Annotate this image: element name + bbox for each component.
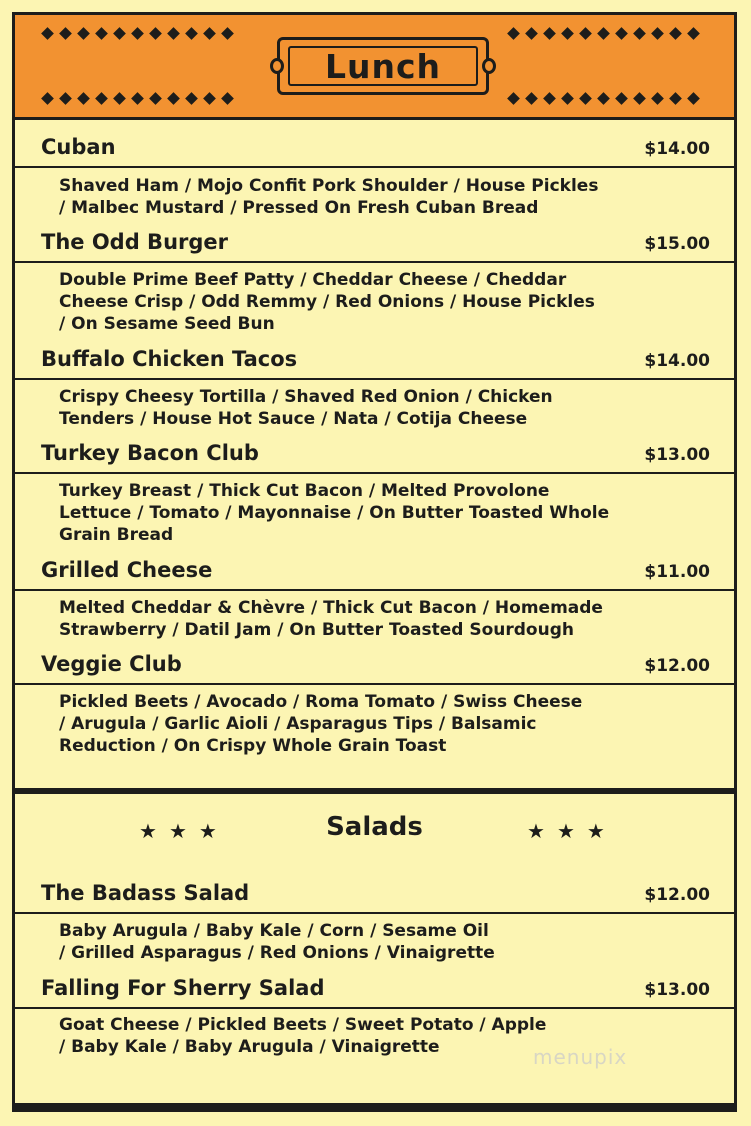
diamond-icon [633,92,646,105]
item-price: $13.00 [644,445,710,465]
menu-item-grilled-cheese [15,557,734,591]
item-name: The Badass Salad [41,881,250,905]
item-description [59,175,669,219]
menu-item-turkey-bacon-club [15,440,734,474]
diamond-icon [203,92,216,105]
diamond-icon [669,92,682,105]
plaque-scroll-right [482,58,496,74]
diamond-icon [95,27,108,40]
diamond-icon [651,92,664,105]
item-price: $13.00 [644,980,710,1000]
star-icon: ★ [527,819,557,843]
diamond-icon [77,27,90,40]
diamond-row-top-right [509,29,698,38]
menu-item-odd-burger [15,229,734,263]
diamond-icon [525,27,538,40]
diamond-icon [185,92,198,105]
diamond-icon [597,92,610,105]
item-price: $11.00 [644,562,710,582]
item-description [59,920,669,964]
diamond-icon [77,92,90,105]
description-line: Double Prime Beef Patty / Cheddar Cheese / Cheddar [59,270,567,290]
menu-item-falling-for-sherry-salad [15,975,734,1009]
section-title-lunch: Lunch [324,46,442,86]
item-name: Turkey Bacon Club [41,441,259,465]
item-name: Grilled Cheese [41,558,213,582]
diamond-icon [507,27,520,40]
description-line: Pickled Beets / Avocado / Roma Tomato / Swiss Cheese [59,692,583,712]
diamond-icon [131,27,144,40]
diamond-icon [651,27,664,40]
diamond-icon [113,27,126,40]
diamond-icon [579,92,592,105]
description-line: / Baby Kale / Baby Arugula / Vinaigrette [59,1037,440,1057]
description-line: / On Sesame Seed Bun [59,314,275,334]
diamond-icon [561,27,574,40]
diamond-icon [221,92,234,105]
description-line: Lettuce / Tomato / Mayonnaise / On Butter Toasted Whole [59,503,610,523]
diamond-icon [113,92,126,105]
diamond-icon [687,92,700,105]
plaque-scroll-left [270,58,284,74]
diamond-icon [525,92,538,105]
diamond-icon [507,92,520,105]
description-line: Baby Arugula / Baby Kale / Corn / Sesame Oil [59,921,489,941]
diamond-icon [687,27,700,40]
star-ornament-right [527,819,617,843]
diamond-row-bottom-right [509,94,698,103]
diamond-icon [149,27,162,40]
diamond-icon [185,27,198,40]
star-icon: ★ [168,819,199,843]
diamond-icon [221,27,234,40]
menu-card [12,12,737,1112]
description-line: Strawberry / Datil Jam / On Butter Toasted Sourdough [59,620,574,640]
item-name: The Odd Burger [41,230,229,254]
diamond-icon [41,27,54,40]
menu-item-badass-salad [15,880,734,914]
description-line: Melted Cheddar & Chèvre / Thick Cut Bacon / Homemade [59,598,603,618]
item-price: $12.00 [644,885,710,905]
diamond-row-top-left [43,29,232,38]
description-line: / Malbec Mustard / Pressed On Fresh Cuban Bread [59,198,539,218]
diamond-icon [561,92,574,105]
item-name: Cuban [41,135,116,159]
item-description [59,480,669,546]
menu-item-cuban [15,134,734,168]
item-price: $12.00 [644,656,710,676]
item-description [59,597,669,641]
star-icon: ★ [556,819,587,843]
description-line: Reduction / On Crispy Whole Grain Toast [59,736,447,756]
diamond-icon [543,92,556,105]
bottom-border [15,1103,734,1109]
menu-item-buffalo-chicken-tacos [15,346,734,380]
star-icon: ★ [139,819,169,843]
description-line: / Grilled Asparagus / Red Onions / Vinaigrette [59,943,495,963]
diamond-icon [669,27,682,40]
diamond-icon [203,27,216,40]
diamond-icon [59,27,72,40]
item-name: Buffalo Chicken Tacos [41,347,298,371]
diamond-icon [633,27,646,40]
watermark: menupix [533,1045,628,1069]
title-plaque [277,37,489,95]
diamond-icon [95,92,108,105]
diamond-icon [131,92,144,105]
item-price: $14.00 [644,351,710,371]
section-title-salads: Salads [326,812,423,842]
description-line: Turkey Breast / Thick Cut Bacon / Melted Provolone [59,481,550,501]
diamond-icon [149,92,162,105]
item-description [59,386,669,430]
item-price: $14.00 [644,139,710,159]
diamond-icon [615,92,628,105]
description-line: Grain Bread [59,525,174,545]
item-description [59,269,669,335]
description-line: Tenders / House Hot Sauce / Nata / Cotija Cheese [59,409,528,429]
description-line: Crispy Cheesy Tortilla / Shaved Red Onion / Chicken [59,387,553,407]
diamond-icon [41,92,54,105]
diamond-icon [597,27,610,40]
item-name: Veggie Club [41,652,182,676]
diamond-icon [59,92,72,105]
star-icon: ★ [198,819,229,843]
description-line: Shaved Ham / Mojo Confit Pork Shoulder / House Pickles [59,176,599,196]
diamond-row-bottom-left [43,94,232,103]
diamond-icon [167,92,180,105]
description-line: Goat Cheese / Pickled Beets / Sweet Potato / Apple [59,1015,547,1035]
diamond-icon [579,27,592,40]
star-icon: ★ [586,819,617,843]
diamond-icon [615,27,628,40]
diamond-icon [543,27,556,40]
lunch-header [15,15,734,120]
description-line: Cheese Crisp / Odd Remmy / Red Onions / House Pickles [59,292,595,312]
item-price: $15.00 [644,234,710,254]
item-name: Falling For Sherry Salad [41,976,325,1000]
diamond-icon [167,27,180,40]
description-line: / Arugula / Garlic Aioli / Asparagus Tips / Balsamic [59,714,537,734]
item-description [59,691,669,757]
section-divider [15,788,734,794]
menu-item-veggie-club [15,651,734,685]
